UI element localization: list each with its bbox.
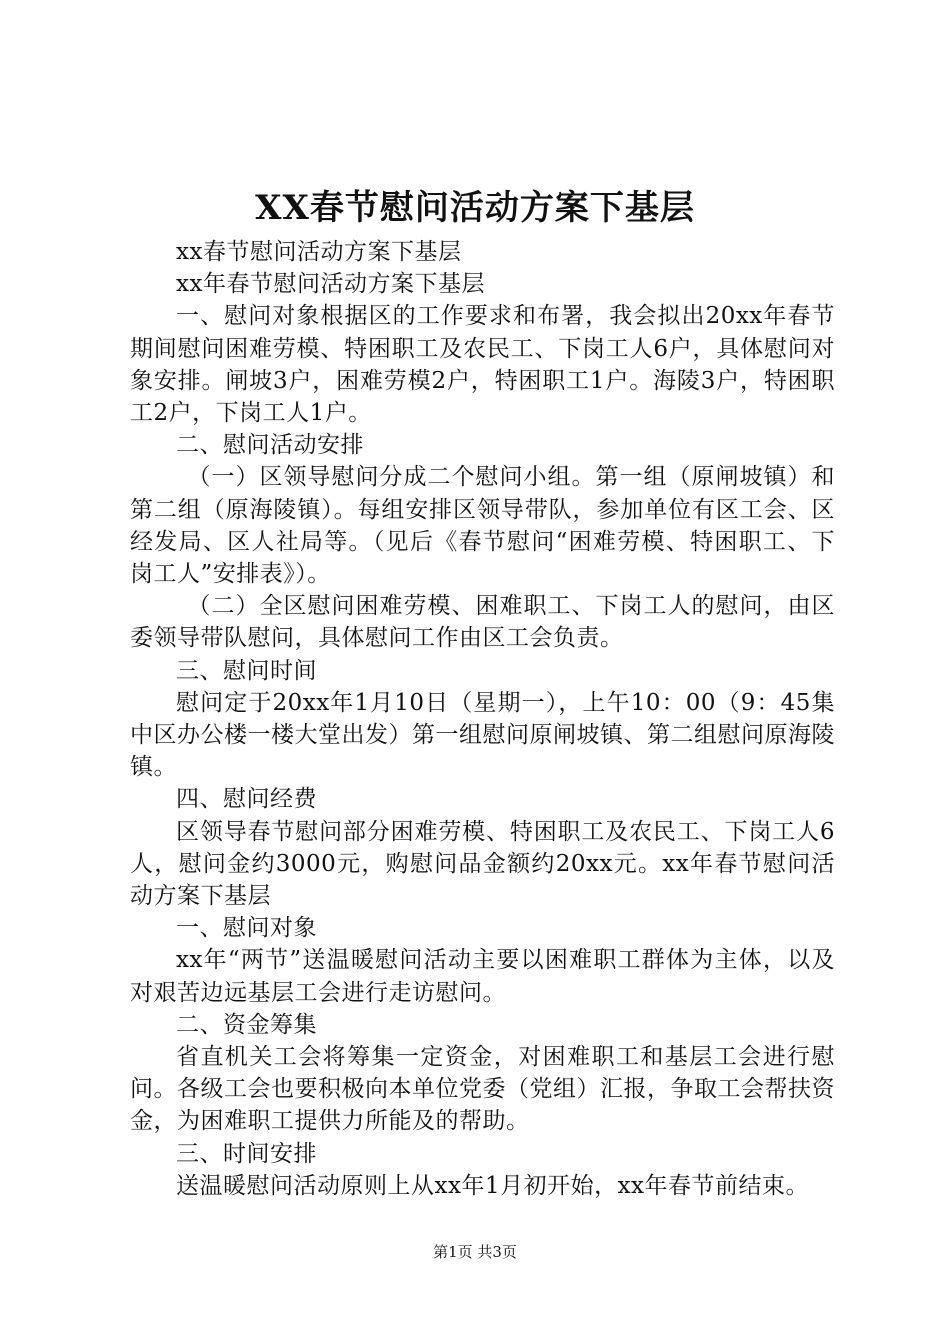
paragraph: 省直机关工会将筹集一定资金，对困难职工和基层工会进行慰问。各级工会也要积极向本单位党委（党组）汇报，争取工会帮扶资金，为困难职工提供力所能及的帮助。 — [130, 1044, 835, 1135]
section-heading: 四、慰问经费 — [176, 786, 317, 813]
paragraph: （一）区领导慰问分成二个慰问小组。第一组（原闸坡镇）和第二组（原海陵镇）。每组安排区领导带队，参加单位有区工会、区经发局、区人社局等。（见后《春节慰问“困难劳模、特困职工、下岗工人”安排表》）。 — [130, 464, 835, 588]
paragraph: 区领导春节慰问部分困难劳模、特困职工及农民工、下岗工人6人，慰问金约3000元，购慰问品金额约20xx元。xx年春节慰问活动方案下基层 — [130, 818, 835, 910]
paragraph: xx年春节慰问活动方案下基层 — [176, 271, 485, 298]
paragraph: xx春节慰问活动方案下基层 — [176, 239, 462, 265]
paragraph: 一、慰问对象根据区的工作要求和布署，我会拟出20xx年春节期间慰问困难劳模、特困职工及农民工、下岗工人6户，具体慰问对象安排。闸坡3户，困难劳模2户，特困职工1户。海陵3户，特困职工2户，下岗工人1户。 — [130, 303, 835, 427]
paragraph: 慰问定于20xx年1月10日（星期一），上午10：00（9：45集中区办公楼一楼大堂出发）第一组慰问原闸坡镇、第二组慰问原海陵镇。 — [130, 689, 835, 781]
document-title: XX春节慰问活动方案下基层 — [255, 188, 695, 228]
section-heading: 三、时间安排 — [176, 1140, 317, 1167]
paragraph: xx年“两节”送温暖慰问活动主要以困难职工群体为主体，以及对艰苦边远基层工会进行走访慰问。 — [130, 947, 835, 1006]
section-heading: 二、慰问活动安排 — [176, 432, 364, 459]
document-body — [130, 236, 835, 1202]
section-heading: 三、慰问时间 — [176, 657, 317, 684]
page-footer: 第1页 共3页 — [433, 1243, 517, 1261]
paragraph: （二）全区慰问困难劳模、困难职工、下岗工人的慰问，由区委领导带队慰问，具体慰问工作由区工会负责。 — [130, 593, 835, 652]
section-heading: 一、慰问对象 — [176, 915, 317, 942]
paragraph: 送温暖慰问活动原则上从xx年1月初开始，xx年春节前结束。 — [176, 1172, 810, 1199]
section-heading: 二、资金筹集 — [176, 1011, 317, 1038]
